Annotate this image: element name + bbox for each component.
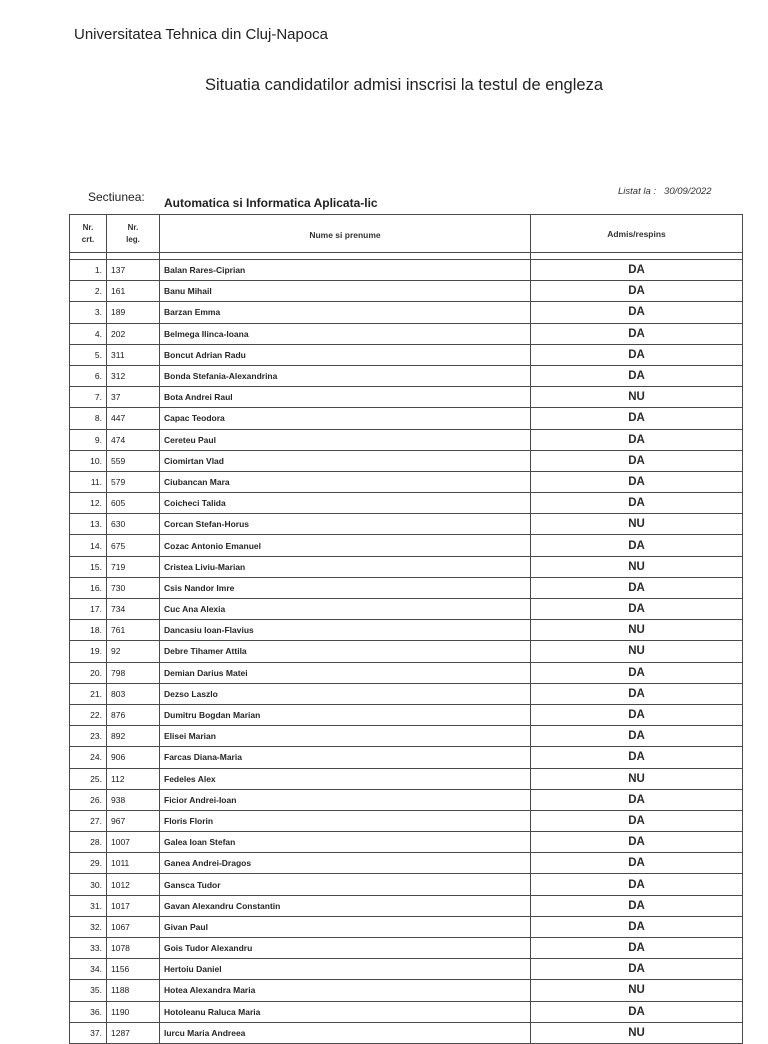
row-status: DA: [531, 344, 743, 365]
row-status: DA: [531, 365, 743, 386]
row-candidate-name: Cozac Antonio Emanuel: [160, 535, 531, 556]
table-row: [70, 1022, 743, 1043]
row-candidate-name: Hotea Alexandra Maria: [160, 980, 531, 1001]
row-number: 36.: [70, 1001, 107, 1022]
row-candidate-name: Banu Mihail: [160, 281, 531, 302]
row-status: DA: [531, 810, 743, 831]
row-leg-number: 137: [107, 260, 160, 281]
table-row: [70, 535, 743, 556]
row-candidate-name: Iurcu Maria Andreea: [160, 1022, 531, 1043]
row-status: DA: [531, 704, 743, 725]
row-status: DA: [531, 577, 743, 598]
row-leg-number: 1007: [107, 832, 160, 853]
table-row: [70, 704, 743, 725]
row-number: 17.: [70, 599, 107, 620]
row-status: DA: [531, 726, 743, 747]
row-leg-number: 1011: [107, 853, 160, 874]
row-candidate-name: Floris Florin: [160, 810, 531, 831]
row-candidate-name: Boncut Adrian Radu: [160, 344, 531, 365]
row-candidate-name: Hotoleanu Raluca Maria: [160, 1001, 531, 1022]
table-row: [70, 832, 743, 853]
row-status: DA: [531, 874, 743, 895]
table-row: [70, 620, 743, 641]
row-candidate-name: Belmega Ilinca-Ioana: [160, 323, 531, 344]
table-row: [70, 599, 743, 620]
row-candidate-name: Balan Rares-Ciprian: [160, 260, 531, 281]
row-status: NU: [531, 387, 743, 408]
row-candidate-name: Cuc Ana Alexia: [160, 599, 531, 620]
row-candidate-name: Coicheci Talida: [160, 493, 531, 514]
row-leg-number: 161: [107, 281, 160, 302]
table-body: [70, 260, 743, 1044]
row-leg-number: 1012: [107, 874, 160, 895]
table-row: [70, 260, 743, 281]
row-number: 15.: [70, 556, 107, 577]
table-row: [70, 493, 743, 514]
row-leg-number: 312: [107, 365, 160, 386]
row-number: 19.: [70, 641, 107, 662]
row-number: 20.: [70, 662, 107, 683]
row-number: 12.: [70, 493, 107, 514]
row-status: DA: [531, 281, 743, 302]
row-candidate-name: Gansca Tudor: [160, 874, 531, 895]
row-number: 23.: [70, 726, 107, 747]
table-row: [70, 408, 743, 429]
row-leg-number: 734: [107, 599, 160, 620]
row-number: 21.: [70, 683, 107, 704]
row-candidate-name: Ciubancan Mara: [160, 471, 531, 492]
table-row: [70, 938, 743, 959]
row-number: 8.: [70, 408, 107, 429]
row-status: DA: [531, 959, 743, 980]
listing-date: 30/09/2022: [664, 186, 712, 197]
row-leg-number: 1067: [107, 916, 160, 937]
row-candidate-name: Corcan Stefan-Horus: [160, 514, 531, 535]
row-number: 25.: [70, 768, 107, 789]
row-leg-number: 559: [107, 450, 160, 471]
row-number: 3.: [70, 302, 107, 323]
results-table: [69, 214, 743, 1044]
row-status: NU: [531, 641, 743, 662]
row-number: 31.: [70, 895, 107, 916]
row-candidate-name: Cereteu Paul: [160, 429, 531, 450]
row-leg-number: 92: [107, 641, 160, 662]
row-leg-number: 803: [107, 683, 160, 704]
row-candidate-name: Gavan Alexandru Constantin: [160, 895, 531, 916]
table-row: [70, 789, 743, 810]
listing-label: Listat la :: [618, 186, 657, 197]
row-status: NU: [531, 1022, 743, 1043]
table-row: [70, 514, 743, 535]
row-number: 10.: [70, 450, 107, 471]
row-leg-number: 938: [107, 789, 160, 810]
table-row: [70, 577, 743, 598]
table-row: [70, 874, 743, 895]
row-candidate-name: Ciomirtan Vlad: [160, 450, 531, 471]
row-leg-number: 37: [107, 387, 160, 408]
table-row: [70, 980, 743, 1001]
row-status: DA: [531, 683, 743, 704]
row-number: 13.: [70, 514, 107, 535]
row-candidate-name: Fedeles Alex: [160, 768, 531, 789]
row-leg-number: 906: [107, 747, 160, 768]
row-leg-number: 1078: [107, 938, 160, 959]
table-row: [70, 916, 743, 937]
table-row: [70, 344, 743, 365]
row-number: 18.: [70, 620, 107, 641]
row-status: NU: [531, 556, 743, 577]
table-row: [70, 450, 743, 471]
row-status: DA: [531, 429, 743, 450]
row-candidate-name: Cristea Liviu-Marian: [160, 556, 531, 577]
row-candidate-name: Ficior Andrei-Ioan: [160, 789, 531, 810]
table-row: [70, 281, 743, 302]
row-status: DA: [531, 302, 743, 323]
row-number: 14.: [70, 535, 107, 556]
row-status: DA: [531, 789, 743, 810]
row-candidate-name: Dumitru Bogdan Marian: [160, 704, 531, 725]
row-status: DA: [531, 916, 743, 937]
row-candidate-name: Debre Tihamer Attila: [160, 641, 531, 662]
header-nr-leg: Nr. leg.: [107, 215, 160, 253]
header-nr-crt: Nr. crt.: [70, 215, 107, 253]
row-status: DA: [531, 408, 743, 429]
section-name: Automatica si Informatica Aplicata-lic: [164, 196, 378, 210]
row-leg-number: 1188: [107, 980, 160, 1001]
row-status: DA: [531, 1001, 743, 1022]
row-number: 22.: [70, 704, 107, 725]
table-row: [70, 895, 743, 916]
row-status: DA: [531, 471, 743, 492]
table-row: [70, 429, 743, 450]
row-candidate-name: Ganea Andrei-Dragos: [160, 853, 531, 874]
row-candidate-name: Givan Paul: [160, 916, 531, 937]
row-candidate-name: Elisei Marian: [160, 726, 531, 747]
row-number: 2.: [70, 281, 107, 302]
row-number: 4.: [70, 323, 107, 344]
row-candidate-name: Csis Nandor Imre: [160, 577, 531, 598]
table-row: [70, 726, 743, 747]
row-leg-number: 447: [107, 408, 160, 429]
document-title: Situatia candidatilor admisi inscrisi la testul de engleza: [204, 76, 604, 94]
row-number: 9.: [70, 429, 107, 450]
row-candidate-name: Gois Tudor Alexandru: [160, 938, 531, 959]
row-leg-number: 761: [107, 620, 160, 641]
table-row: [70, 768, 743, 789]
table-row: [70, 387, 743, 408]
row-status: DA: [531, 450, 743, 471]
row-status: DA: [531, 853, 743, 874]
table-row: [70, 641, 743, 662]
table-row: [70, 810, 743, 831]
header-status: Admis/respins: [531, 215, 743, 253]
table-row: [70, 683, 743, 704]
row-number: 26.: [70, 789, 107, 810]
table-row: [70, 471, 743, 492]
row-leg-number: 605: [107, 493, 160, 514]
row-candidate-name: Demian Darius Matei: [160, 662, 531, 683]
row-leg-number: 1017: [107, 895, 160, 916]
row-status: DA: [531, 323, 743, 344]
row-status: DA: [531, 535, 743, 556]
row-number: 32.: [70, 916, 107, 937]
row-leg-number: 1190: [107, 1001, 160, 1022]
row-leg-number: 311: [107, 344, 160, 365]
table-row: [70, 853, 743, 874]
row-number: 11.: [70, 471, 107, 492]
row-candidate-name: Bota Andrei Raul: [160, 387, 531, 408]
row-candidate-name: Dancasiu Ioan-Flavius: [160, 620, 531, 641]
row-number: 34.: [70, 959, 107, 980]
row-status: NU: [531, 620, 743, 641]
table-row: [70, 302, 743, 323]
row-status: DA: [531, 938, 743, 959]
row-leg-number: 892: [107, 726, 160, 747]
table-row: [70, 662, 743, 683]
row-candidate-name: Barzan Emma: [160, 302, 531, 323]
header-spacer: [70, 253, 743, 260]
table-row: [70, 747, 743, 768]
row-status: DA: [531, 747, 743, 768]
row-number: 28.: [70, 832, 107, 853]
row-status: DA: [531, 895, 743, 916]
row-leg-number: 730: [107, 577, 160, 598]
table-header-row: [70, 215, 743, 253]
row-status: DA: [531, 493, 743, 514]
row-leg-number: 474: [107, 429, 160, 450]
row-status: DA: [531, 260, 743, 281]
row-candidate-name: Dezso Laszlo: [160, 683, 531, 704]
listing-info: [618, 186, 712, 197]
row-number: 7.: [70, 387, 107, 408]
row-candidate-name: Bonda Stefania-Alexandrina: [160, 365, 531, 386]
row-status: DA: [531, 662, 743, 683]
row-number: 5.: [70, 344, 107, 365]
row-status: DA: [531, 832, 743, 853]
table-row: [70, 556, 743, 577]
row-leg-number: 1156: [107, 959, 160, 980]
row-leg-number: 1287: [107, 1022, 160, 1043]
row-leg-number: 798: [107, 662, 160, 683]
row-status: NU: [531, 768, 743, 789]
table-row: [70, 365, 743, 386]
row-leg-number: 719: [107, 556, 160, 577]
row-number: 35.: [70, 980, 107, 1001]
row-number: 1.: [70, 260, 107, 281]
institution-name: Universitatea Tehnica din Cluj-Napoca: [74, 26, 329, 43]
table-row: [70, 959, 743, 980]
row-leg-number: 967: [107, 810, 160, 831]
row-number: 29.: [70, 853, 107, 874]
row-status: NU: [531, 514, 743, 535]
row-number: 16.: [70, 577, 107, 598]
row-candidate-name: Hertoiu Daniel: [160, 959, 531, 980]
row-number: 27.: [70, 810, 107, 831]
row-status: NU: [531, 980, 743, 1001]
row-leg-number: 202: [107, 323, 160, 344]
row-leg-number: 189: [107, 302, 160, 323]
row-number: 33.: [70, 938, 107, 959]
table-row: [70, 323, 743, 344]
row-number: 37.: [70, 1022, 107, 1043]
row-leg-number: 876: [107, 704, 160, 725]
row-number: 30.: [70, 874, 107, 895]
row-leg-number: 112: [107, 768, 160, 789]
row-candidate-name: Galea Ioan Stefan: [160, 832, 531, 853]
row-candidate-name: Farcas Diana-Maria: [160, 747, 531, 768]
row-leg-number: 579: [107, 471, 160, 492]
row-status: DA: [531, 599, 743, 620]
header-name: Nume si prenume: [160, 215, 531, 253]
row-candidate-name: Capac Teodora: [160, 408, 531, 429]
section-label: Sectiunea:: [88, 190, 145, 204]
row-leg-number: 675: [107, 535, 160, 556]
table-row: [70, 1001, 743, 1022]
row-number: 24.: [70, 747, 107, 768]
row-leg-number: 630: [107, 514, 160, 535]
row-number: 6.: [70, 365, 107, 386]
